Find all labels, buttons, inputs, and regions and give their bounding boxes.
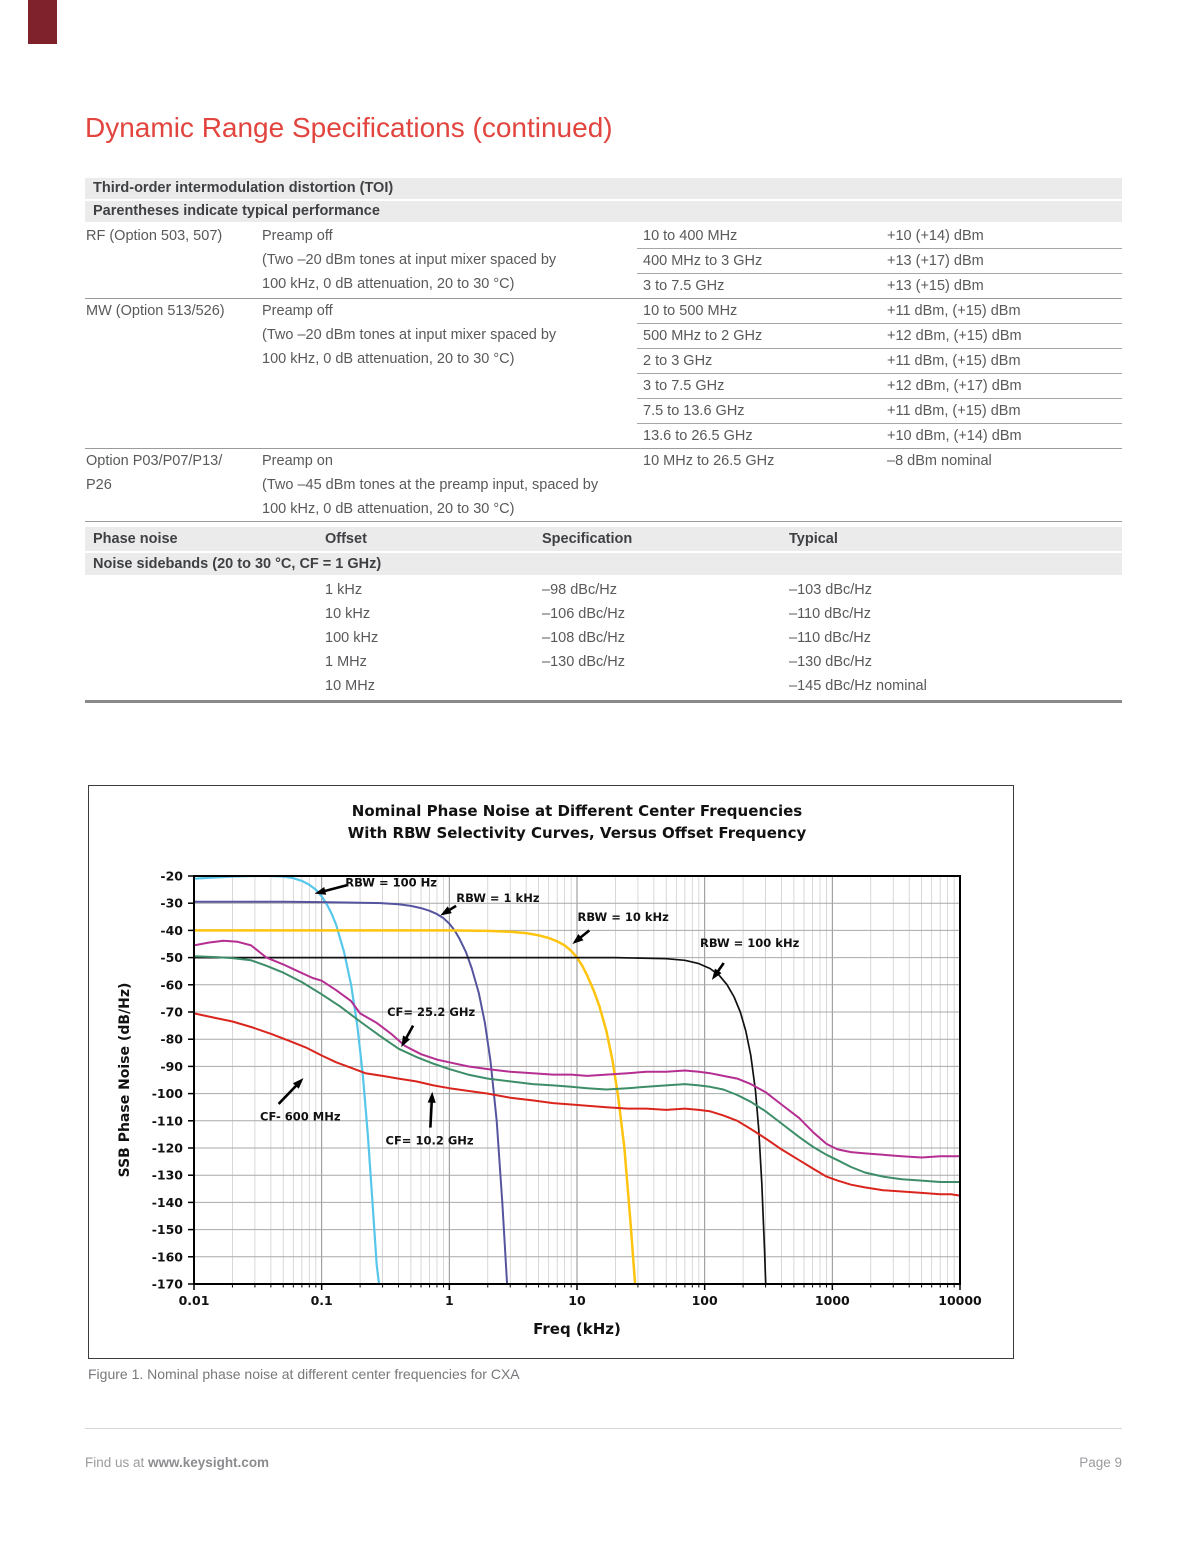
annotation-label: RBW = 10 kHz <box>577 909 669 924</box>
toi-subrows <box>637 449 1122 521</box>
page-number: Page 9 <box>1079 1455 1122 1470</box>
toi-group <box>85 224 1122 298</box>
annotation-label: RBW = 100 kHz <box>699 935 800 950</box>
toi-table-subheader: Parentheses indicate typical performance <box>85 201 1122 222</box>
empty-cell <box>85 602 325 626</box>
table-row <box>85 602 1122 626</box>
toi-condition <box>262 224 637 298</box>
x-tick-label: 0.1 <box>310 1293 333 1308</box>
column-header: Offset <box>325 531 367 547</box>
toi-band-label-line: Option P03/P07/P13/ <box>86 453 223 469</box>
frequency-range-cell: 10 MHz to 26.5 GHz <box>643 453 775 469</box>
table-row <box>637 224 1122 248</box>
frequency-range-cell: 500 MHz to 2 GHz <box>643 328 763 344</box>
y-tick-label: -70 <box>160 1004 183 1020</box>
toi-condition-line: Preamp on <box>262 453 333 469</box>
offset-cell: 1 kHz <box>325 582 363 598</box>
phase-noise-table <box>85 527 1122 703</box>
frequency-range-cell: 10 to 400 MHz <box>643 228 738 244</box>
x-tick-label: 0.01 <box>178 1293 210 1308</box>
y-tick-label: -80 <box>160 1031 183 1047</box>
y-tick-label: -170 <box>151 1276 183 1292</box>
offset-cell: 10 MHz <box>325 678 375 694</box>
typical-cell: –110 dBc/Hz <box>789 606 871 622</box>
y-tick-label: -160 <box>151 1249 183 1265</box>
footer-prefix: Find us at <box>85 1455 149 1470</box>
y-tick-label: -30 <box>160 895 183 911</box>
toi-condition-line: 100 kHz, 0 dB attenuation, 20 to 30 °C) <box>262 351 515 367</box>
specification-cell: –130 dBc/Hz <box>542 654 626 670</box>
x-tick-label: 1000 <box>814 1293 850 1308</box>
frequency-range-cell: 7.5 to 13.6 GHz <box>643 403 745 419</box>
table-row <box>637 273 1122 298</box>
annotation-arrowhead <box>440 906 451 915</box>
toi-condition-line: (Two –20 dBm tones at input mixer spaced by <box>262 252 557 268</box>
phase-noise-figure <box>88 785 1014 1359</box>
frequency-range-cell: 400 MHz to 3 GHz <box>643 253 763 269</box>
y-tick-label: -130 <box>151 1167 183 1183</box>
footer-divider <box>85 1428 1122 1429</box>
x-tick-label: 1 <box>444 1293 454 1308</box>
value-cell: +11 dBm, (+15) dBm <box>887 403 1021 419</box>
column-header: Typical <box>789 531 838 547</box>
toi-condition <box>262 299 637 448</box>
value-cell: +10 dBm, (+14) dBm <box>887 428 1022 444</box>
toi-condition-line: Preamp off <box>262 303 333 319</box>
y-tick-label: -100 <box>151 1086 183 1102</box>
frequency-range-cell: 13.6 to 26.5 GHz <box>643 428 753 444</box>
phase-noise-chart <box>89 786 1013 1358</box>
toi-band-label-line: P26 <box>86 477 112 493</box>
value-cell: +13 (+15) dBm <box>887 278 984 294</box>
y-tick-label: -150 <box>151 1222 183 1238</box>
specification-cell: –108 dBc/Hz <box>542 630 626 646</box>
annotation-label: CF- 600 MHz <box>260 1109 341 1124</box>
annotation-label: CF= 10.2 GHz <box>385 1133 474 1148</box>
empty-cell <box>85 578 325 602</box>
column-header: Phase noise <box>93 531 178 547</box>
annotation-label: RBW = 1 kHz <box>456 890 540 905</box>
typical-cell: –110 dBc/Hz <box>789 630 871 646</box>
value-cell: +13 (+17) dBm <box>887 253 984 269</box>
series-rbw-10-khz <box>194 930 635 1284</box>
empty-cell <box>85 650 325 674</box>
table-row <box>637 248 1122 273</box>
table-row <box>637 348 1122 373</box>
table-row <box>637 423 1122 448</box>
table-row <box>85 626 1122 650</box>
table-row <box>637 398 1122 423</box>
y-tick-label: -110 <box>151 1113 183 1129</box>
x-tick-label: 10000 <box>938 1293 982 1308</box>
table-row <box>637 299 1122 323</box>
offset-cell: 1 MHz <box>325 654 367 670</box>
series-rbw-100-hz <box>194 876 380 1289</box>
y-tick-label: -50 <box>160 950 183 966</box>
specification-cell <box>542 674 789 698</box>
toi-band-label <box>85 299 262 448</box>
toi-condition-line: Preamp off <box>262 228 333 244</box>
page-corner-mark <box>28 0 57 44</box>
value-cell: –8 dBm nominal <box>887 453 992 469</box>
offset-cell: 10 kHz <box>325 606 371 622</box>
value-cell: +11 dBm, (+15) dBm <box>887 303 1021 319</box>
y-tick-label: -140 <box>151 1194 183 1210</box>
toi-condition-line: 100 kHz, 0 dB attenuation, 20 to 30 °C) <box>262 501 515 517</box>
chart-title-line1: Nominal Phase Noise at Different Center Frequencies <box>351 802 803 820</box>
figure-caption: Figure 1. Nominal phase noise at different center frequencies for CXA <box>88 1366 520 1382</box>
annotation-label: RBW = 100 Hz <box>345 875 437 890</box>
empty-cell <box>85 674 325 698</box>
table-row <box>637 449 1122 473</box>
value-cell: +11 dBm, (+15) dBm <box>887 353 1021 369</box>
column-header: Specification <box>542 531 633 547</box>
specification-cell: –106 dBc/Hz <box>542 606 626 622</box>
toi-subrows <box>637 224 1122 298</box>
toi-table-body <box>85 224 1122 522</box>
value-cell: +10 (+14) dBm <box>887 228 984 244</box>
x-axis-title: Freq (kHz) <box>533 1320 621 1338</box>
toi-condition-line: 100 kHz, 0 dB attenuation, 20 to 30 °C) <box>262 276 515 292</box>
frequency-range-cell: 3 to 7.5 GHz <box>643 378 725 394</box>
chart-title-line2: With RBW Selectivity Curves, Versus Offset Frequency <box>347 824 807 842</box>
value-cell: +12 dBm, (+15) dBm <box>887 328 1022 344</box>
phase-noise-table-header <box>85 527 1122 551</box>
table-row <box>637 323 1122 348</box>
frequency-range-cell: 2 to 3 GHz <box>643 353 713 369</box>
frequency-range-cell: 10 to 500 MHz <box>643 303 738 319</box>
table-row <box>85 674 1122 698</box>
table-row <box>85 578 1122 602</box>
offset-cell: 100 kHz <box>325 630 379 646</box>
toi-condition-line: (Two –20 dBm tones at input mixer spaced by <box>262 327 557 343</box>
keysight-link[interactable]: www.keysight.com <box>148 1455 270 1470</box>
toi-band-label <box>85 449 262 521</box>
empty-cell <box>85 626 325 650</box>
page-title: Dynamic Range Specifications (continued) <box>85 112 613 143</box>
specification-cell: –98 dBc/Hz <box>542 582 617 598</box>
y-tick-label: -40 <box>160 922 183 938</box>
y-axis-title: SSB Phase Noise (dB/Hz) <box>117 982 133 1178</box>
y-tick-label: -120 <box>151 1140 183 1156</box>
table-row <box>85 650 1122 674</box>
typical-cell: –145 dBc/Hz nominal <box>789 678 927 694</box>
phase-noise-table-subheader: Noise sidebands (20 to 30 °C, CF = 1 GHz) <box>85 553 1122 575</box>
annotation-label: CF= 25.2 GHz <box>387 1005 476 1019</box>
y-tick-label: -20 <box>160 868 183 884</box>
toi-band-label <box>85 224 262 298</box>
value-cell: +12 dBm, (+17) dBm <box>887 378 1022 394</box>
toi-table-header: Third-order intermodulation distortion (TOI) <box>85 178 1122 199</box>
y-tick-label: -60 <box>160 977 183 993</box>
toi-table <box>85 178 1122 522</box>
typical-cell: –103 dBc/Hz <box>789 582 873 598</box>
toi-condition-line: (Two –45 dBm tones at the preamp input, spaced by <box>262 477 599 493</box>
y-tick-label: -90 <box>160 1058 183 1074</box>
toi-band-label-line: MW (Option 513/526) <box>86 303 225 319</box>
typical-cell: –130 dBc/Hz <box>789 654 873 670</box>
toi-subrows <box>637 299 1122 448</box>
x-tick-label: 100 <box>691 1293 718 1308</box>
table-row <box>637 373 1122 398</box>
x-tick-label: 10 <box>568 1293 586 1308</box>
toi-group <box>85 448 1122 521</box>
frequency-range-cell: 3 to 7.5 GHz <box>643 278 725 294</box>
phase-noise-table-body <box>85 578 1122 703</box>
toi-group <box>85 298 1122 448</box>
toi-band-label-line: RF (Option 503, 507) <box>86 228 223 244</box>
toi-condition <box>262 449 637 521</box>
